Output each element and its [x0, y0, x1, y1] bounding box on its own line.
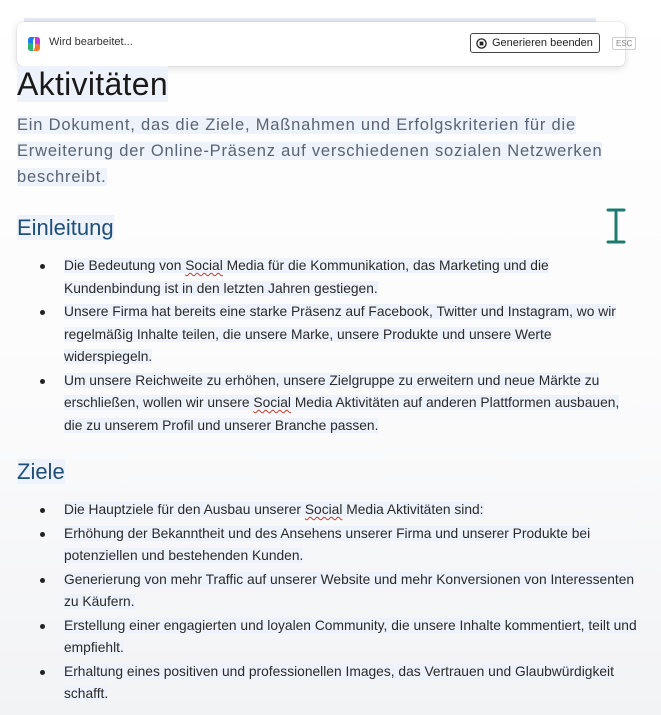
copilot-status-text: Wird bearbeitet... [49, 36, 133, 48]
list-item[interactable]: Unsere Firma hat bereits eine starke Präsenz auf Facebook, Twitter und Instagram, wo wir regelmäßig Inhalte teilen, die unsere Marke, unsere Produkte und unsere Werte widerspiegeln. [0, 301, 640, 369]
list-item[interactable]: Erhaltung eines positiven und professionellen Images, das Vertrauen und Glaubwürdigkeit schafft. [0, 661, 640, 706]
bullet-icon [40, 578, 45, 583]
list-item[interactable]: Erstellung einer engagierten und loyalen Community, die unsere Inhalte kommentiert, teilt und empfiehlt. [0, 615, 640, 660]
document-title[interactable]: Aktivitäten [17, 66, 168, 102]
stop-generating-button[interactable] [470, 33, 600, 53]
list-item[interactable]: Generierung von mehr Traffic auf unserer Website und mehr Konversionen von Interessenten zu Käufern. [0, 569, 640, 614]
stop-icon [476, 38, 487, 49]
esc-key-hint: ESC [612, 37, 636, 50]
bullet-icon [40, 624, 45, 629]
document-subtitle[interactable]: Ein Dokument, das die Ziele, Maßnahmen und Erfolgskriterien für die Erweiterung der Online-Präsenz auf verschiedenen sozialen Netzwerken beschreibt. [17, 116, 603, 186]
stop-generating-label: Generieren beenden [492, 37, 593, 49]
spellcheck-word[interactable]: Social [304, 502, 343, 517]
heading-ziele[interactable]: Ziele [17, 459, 65, 484]
list-item[interactable]: Um unsere Reichweite zu erhöhen, unsere Zielgruppe zu erweitern und neue Märkte zu erschließen, wollen wir unsere Social Media Aktivitäten auf anderen Plattformen ausbauen, die zu unserem Profil und unserer Branche passen. [0, 370, 640, 438]
spellcheck-word[interactable]: Social [185, 258, 223, 273]
einleitung-bullet-list [0, 255, 640, 438]
list-item[interactable]: Die Bedeutung von Social Media für die Kommunikation, das Marketing und die Kundenbindung ist in den letzten Jahren gestiegen. [0, 255, 640, 300]
heading-einleitung[interactable]: Einleitung [17, 215, 114, 240]
bullet-icon [40, 532, 45, 537]
ziele-bullet-list [0, 499, 640, 707]
spellcheck-word[interactable]: Social [253, 395, 291, 410]
copilot-logo-icon [25, 35, 43, 53]
list-item[interactable]: Erhöhung der Bekanntheit und des Ansehens unserer Firma und unserer Produkte bei potenziellen und bestehenden Kunden. [0, 523, 640, 568]
bullet-icon [40, 670, 45, 675]
bullet-icon [40, 264, 45, 269]
bullet-icon [40, 508, 45, 513]
list-item[interactable]: Die Hauptziele für den Ausbau unserer Social Media Aktivitäten sind: [0, 499, 640, 522]
bullet-icon [40, 379, 45, 384]
bullet-icon [40, 310, 45, 315]
copilot-progress-bar [17, 22, 633, 66]
text-cursor-icon [604, 207, 628, 245]
